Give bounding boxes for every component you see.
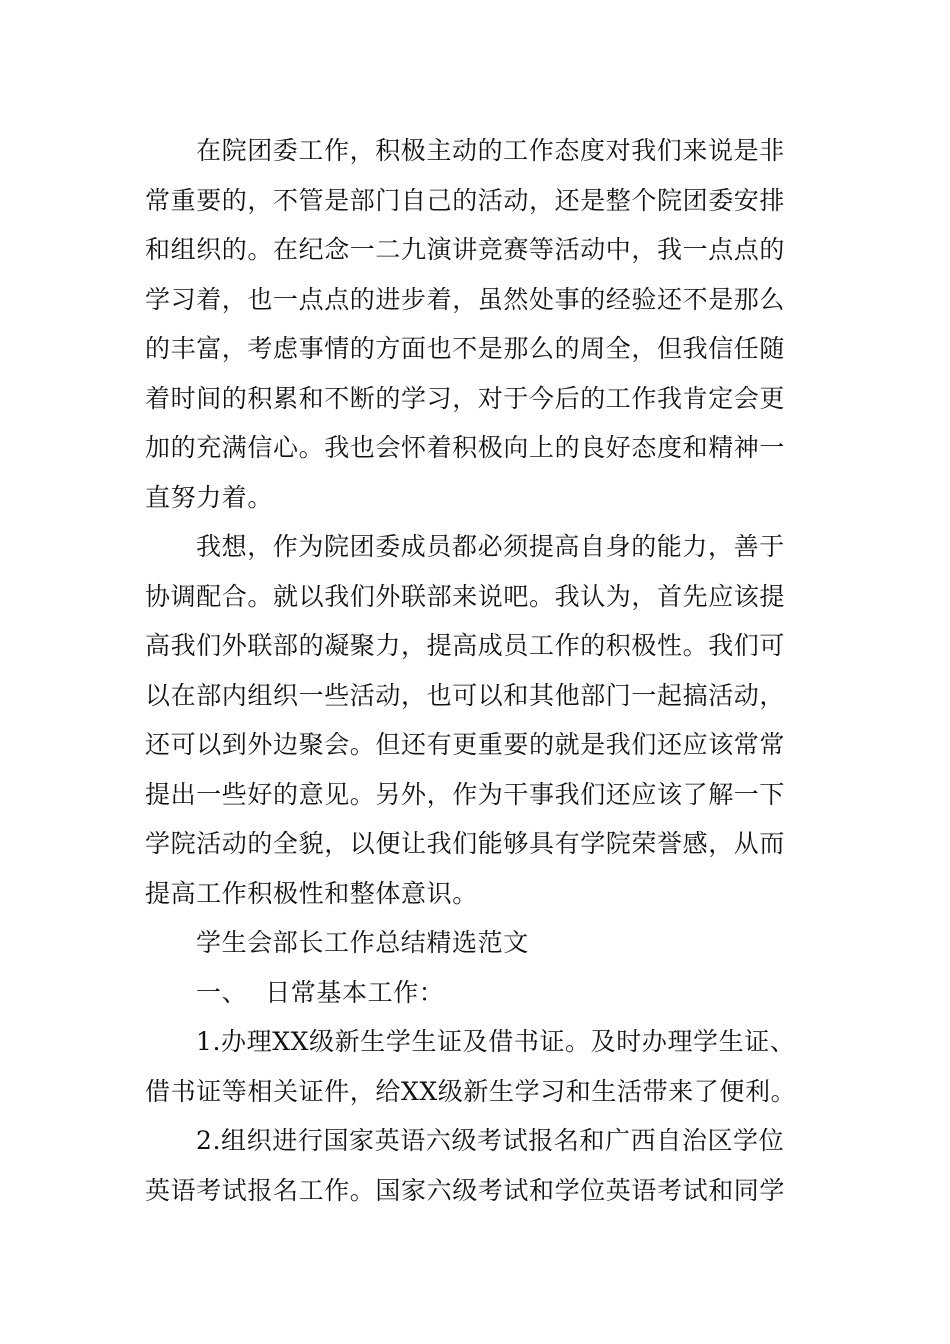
paragraph-line: 2.组织进行国家英语六级考试报名和广西自治区学位: [196, 1126, 785, 1155]
paragraph-line: 我想，作为院团委成员都必须提高自身的能力，善于: [196, 532, 785, 561]
paragraph-line: 借书证等相关证件，给XX级新生学习和生活带来了便利。: [145, 1076, 797, 1106]
paragraph-line: 还可以到外边聚会。但还有更重要的就是我们还应该常常: [145, 730, 786, 759]
paragraph-line: 和组织的。在纪念一二九演讲竞赛等活动中，我一点点的: [145, 235, 786, 264]
paragraph-line: 英语考试报名工作。国家六级考试和学位英语考试和同学: [145, 1175, 786, 1205]
paragraph-line: 着时间的积累和不断的学习，对于今后的工作我肯定会更: [145, 383, 786, 413]
section-heading-text: 日常基本工作：: [265, 977, 445, 1007]
paragraph-line: 的丰富，考虑事情的方面也不是那么的周全，但我信任随: [145, 334, 786, 363]
document-body: [145, 126, 810, 1215]
section-number: 一、: [196, 977, 248, 1007]
paragraph-line: 在院团委工作，积极主动的工作态度对我们来说是非: [196, 136, 785, 165]
paragraph-line: 加的充满信心。我也会怀着积极向上的良好态度和精神一: [145, 433, 786, 462]
paragraph-line: 学院活动的全貌，以便让我们能够具有学院荣誉感，从而: [145, 829, 786, 858]
paragraph-line: 1.办理XX级新生学生证及借书证。及时办理学生证、: [196, 1027, 796, 1056]
paragraph-line: 提出一些好的意见。另外，作为干事我们还应该了解一下: [145, 779, 786, 809]
paragraph-line: 协调配合。就以我们外联部来说吧。我认为，首先应该提: [145, 581, 786, 611]
paragraph-line: 提高工作积极性和整体意识。: [145, 878, 478, 908]
paragraph-line: 常重要的，不管是部门自己的活动，还是整个院团委安排: [145, 185, 786, 215]
paragraph-line: 高我们外联部的凝聚力，提高成员工作的积极性。我们可: [145, 631, 786, 660]
paragraph-line: 直努力着。: [145, 482, 274, 512]
paragraph-line: 以在部内组织一些活动，也可以和其他部门一起搞活动，: [145, 680, 786, 710]
section-heading: [145, 968, 810, 1018]
section-title: 学生会部长工作总结精选范文: [196, 928, 529, 957]
paragraph-line: 学习着，也一点点的进步着，虽然处事的经验还不是那么: [145, 284, 786, 314]
